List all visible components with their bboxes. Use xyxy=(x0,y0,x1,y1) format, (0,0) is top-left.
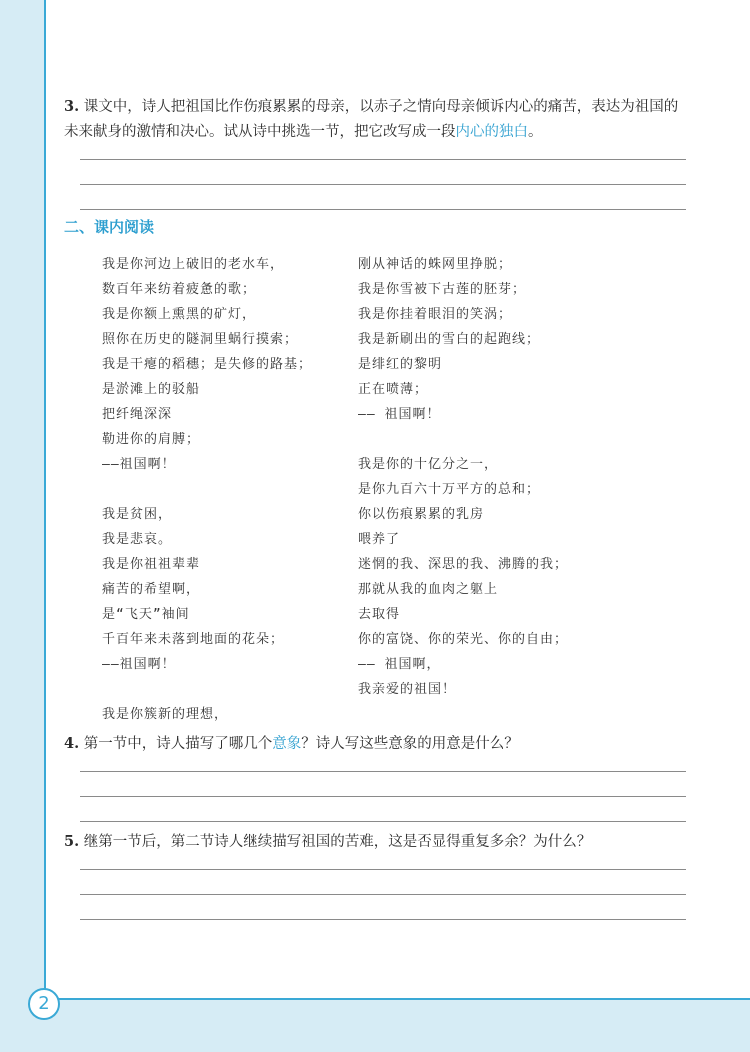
answer-line[interactable] xyxy=(80,209,686,210)
poem-line: 我是你雪被下古莲的胚芽； xyxy=(358,282,527,297)
question-text: 继第一节后，第二节诗人继续描写祖国的苦难，这是否显得重复多余？为什么？ xyxy=(79,834,592,850)
poem-line: 你的富饶、你的荣光、你的自由； xyxy=(358,632,569,647)
question-3-line-1 xyxy=(64,94,700,120)
poem-line: 是绯红的黎明 xyxy=(358,357,443,372)
poem-line: 我是你祖祖辈辈 xyxy=(102,557,201,572)
poem-line: ——祖国啊！ xyxy=(102,457,176,472)
question-text: 第一节中，诗人描写了哪几个 xyxy=(79,736,273,752)
poem-line: 我是你挂着眼泪的笑涡； xyxy=(358,307,513,322)
question-4 xyxy=(64,731,700,757)
poem-line: —— 祖国啊！ xyxy=(358,407,441,422)
answer-line[interactable] xyxy=(80,821,686,822)
poem-line: 我是你河边上破旧的老水车， xyxy=(102,257,285,272)
question-3 xyxy=(64,94,700,145)
answer-line[interactable] xyxy=(80,184,686,185)
answer-line[interactable] xyxy=(80,919,686,920)
poem-line: 我亲爱的祖国！ xyxy=(358,682,457,697)
poem-line: 喂养了 xyxy=(358,532,401,547)
question-text: ？诗人写这些意象的用意是什么？ xyxy=(301,736,519,752)
poem-line: 是“飞天”袖间 xyxy=(102,607,190,622)
poem-line: 我是干瘪的稻穗；是失修的路基； xyxy=(102,357,313,372)
poem-line: 是你九百六十万平方的总和； xyxy=(358,482,541,497)
poem-line: 把纤绳深深 xyxy=(102,407,173,422)
page-number: 2 xyxy=(28,988,60,1020)
poem-line: 数百年来纺着疲惫的歌； xyxy=(102,282,257,297)
question-number: 5. xyxy=(64,833,80,850)
highlighted-term: 内心的独白 xyxy=(455,124,528,140)
section-title: 二、课内阅读 xyxy=(64,218,155,236)
poem-line: 去取得 xyxy=(358,607,401,622)
poem-line: 是淤滩上的驳船 xyxy=(102,382,201,397)
question-3-line-2 xyxy=(64,120,700,145)
poem-line: 迷惘的我、深思的我、沸腾的我； xyxy=(358,557,569,572)
answer-line[interactable] xyxy=(80,159,686,160)
question-text: 课文中，诗人把祖国比作伤痕累累的母亲，以赤子之情向母亲倾诉内心的痛苦，表达为祖国的 xyxy=(79,99,679,115)
question-number: 3. xyxy=(64,98,80,115)
poem-line: 我是你额上熏黑的矿灯， xyxy=(102,307,257,322)
poem-line: 你以伤痕累累的乳房 xyxy=(358,507,485,522)
poem-line: 我是悲哀。 xyxy=(102,532,173,547)
question-5 xyxy=(64,829,700,855)
answer-line[interactable] xyxy=(80,894,686,895)
poem-line: ——祖国啊！ xyxy=(102,657,176,672)
poem-line: 那就从我的血肉之躯上 xyxy=(358,582,499,597)
poem-line: —— 祖国啊， xyxy=(358,657,441,672)
poem-line: 千百年来未落到地面的花朵； xyxy=(102,632,285,647)
poem-line: 我是你的十亿分之一， xyxy=(358,457,499,472)
poem-line: 照你在历史的隧洞里蜗行摸索； xyxy=(102,332,299,347)
highlighted-term: 意象 xyxy=(272,736,302,752)
question-number: 4. xyxy=(64,735,80,752)
poem-line: 勒进你的肩膊； xyxy=(102,432,201,447)
question-text: 未来献身的激情和决心。试从诗中挑选一节，把它改写成一段 xyxy=(64,124,456,140)
poem-line: 我是贫困， xyxy=(102,507,173,522)
poem-line: 我是新刷出的雪白的起跑线； xyxy=(358,332,541,347)
answer-line[interactable] xyxy=(80,771,686,772)
answer-line[interactable] xyxy=(80,869,686,870)
question-text-end: 。 xyxy=(528,124,543,140)
poem-line: 痛苦的希望啊， xyxy=(102,582,201,597)
poem-line: 正在喷薄； xyxy=(358,382,429,397)
poem-line: 我是你簇新的理想， xyxy=(102,707,229,722)
answer-line[interactable] xyxy=(80,796,686,797)
poem-line: 刚从神话的蛛网里挣脱； xyxy=(358,257,513,272)
